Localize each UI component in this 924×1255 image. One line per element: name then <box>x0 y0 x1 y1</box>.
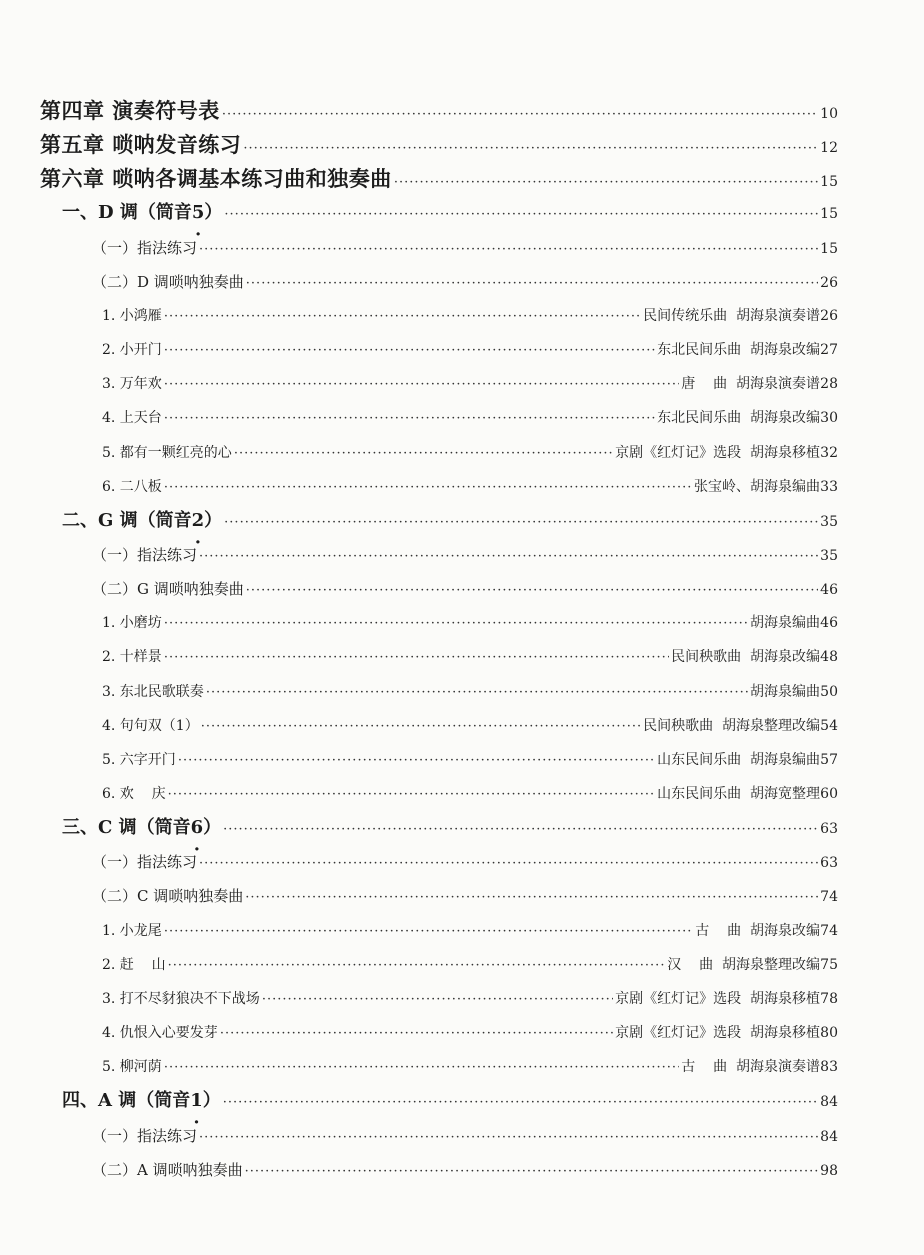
toc-entry-source: 京剧《红灯记》选段 胡海泉移植 <box>615 990 820 1007</box>
toc-entry-item[interactable] <box>102 1051 838 1083</box>
toc-entry-source: 民间秧歌曲 胡海泉整理改编 <box>643 717 820 734</box>
key-heading-text: 三、C 调（筒音 <box>62 817 191 839</box>
dot-leader <box>224 507 818 539</box>
dot-leader <box>246 575 818 607</box>
toc-entry-source: 民间传统乐曲 胡海泉演奏谱 <box>643 307 820 324</box>
tonic-note-number: 5 · <box>192 197 205 229</box>
toc-entry-source: 胡海泉编曲 <box>750 683 820 700</box>
dot-leader <box>201 711 641 743</box>
dot-leader <box>234 438 613 470</box>
toc-entry-chap[interactable] <box>40 95 838 127</box>
toc-entry-item[interactable] <box>102 437 838 469</box>
toc-entry-title: 2. 小开门 <box>102 342 162 359</box>
toc-entry-page-number: 33 <box>820 478 838 495</box>
dot-leader <box>223 1087 818 1119</box>
toc-entry-title: 5. 都有一颗红亮的心 <box>102 444 232 461</box>
dot-leader <box>178 745 655 777</box>
toc-entry-item[interactable] <box>102 334 838 366</box>
dot-leader <box>164 916 693 948</box>
toc-entry-source: 胡海泉编曲 <box>750 615 820 632</box>
dot-leader <box>164 642 669 674</box>
toc-entry-title: 2. 赶 山 <box>102 956 166 973</box>
toc-entry-title: 3. 万年欢 <box>102 376 162 393</box>
toc-entry-chap[interactable] <box>40 163 838 195</box>
dot-leader <box>224 199 818 231</box>
toc-entry-item[interactable] <box>102 641 838 673</box>
key-heading-close: ） <box>204 509 223 531</box>
dot-leader <box>164 472 692 504</box>
dot-leader <box>223 814 818 846</box>
toc-entry-title: （一）指法练习 <box>92 238 198 257</box>
dot-leader <box>394 167 818 199</box>
toc-entry-title: 5. 柳河荫 <box>102 1059 162 1076</box>
toc-entry-page-number: 46 <box>820 582 838 599</box>
toc-entry-item[interactable] <box>102 471 838 503</box>
toc-entry-key[interactable] <box>62 1085 838 1117</box>
toc-entry-title: 5. 六字开门 <box>102 751 176 768</box>
toc-entry-sec[interactable] <box>92 232 838 264</box>
toc-entry-page-number: 10 <box>820 106 838 122</box>
toc-entry-page-number: 26 <box>820 307 838 324</box>
dot-leader <box>206 677 748 709</box>
toc-entry-page-number: 84 <box>820 1094 838 1111</box>
toc-entry-page-number: 74 <box>820 889 838 906</box>
toc-entry-title: 1. 小鸿雁 <box>102 307 162 324</box>
dot-leader <box>245 882 818 914</box>
toc-entry-source: 张宝岭、胡海泉编曲 <box>694 478 820 495</box>
toc-entry-source: 唐 曲 胡海泉演奏谱 <box>681 376 820 393</box>
toc-entry-sec[interactable] <box>92 539 838 571</box>
toc-entry-page-number: 32 <box>820 444 838 461</box>
toc-entry-page-number: 15 <box>820 174 838 191</box>
toc-entry-title <box>62 1085 221 1117</box>
toc-entry-sec[interactable] <box>92 880 838 912</box>
toc-entry-sec[interactable] <box>92 846 838 878</box>
toc-entry-title: 3. 东北民歌联奏 <box>102 683 204 700</box>
toc-entry-item[interactable] <box>102 949 838 981</box>
toc-entry-sec[interactable] <box>92 1120 838 1152</box>
toc-entry-page-number: 83 <box>820 1059 838 1076</box>
toc-entry-page-number: 35 <box>820 513 838 530</box>
toc-entry-title: 第五章 唢呐发音练习 <box>40 132 242 158</box>
toc-entry-title: 3. 打不尽豺狼决不下战场 <box>102 990 260 1007</box>
dot-leader <box>164 1052 679 1084</box>
toc-entry-chap[interactable] <box>40 129 838 161</box>
toc-entry-page-number: 78 <box>820 990 838 1007</box>
dot-leader <box>245 1156 818 1188</box>
toc-entry-title: （一）指法练习 <box>92 853 198 872</box>
toc-entry-page-number: 74 <box>820 922 838 939</box>
toc-entry-source: 民间秧歌曲 胡海泉改编 <box>671 649 820 666</box>
toc-entry-title: 4. 上天台 <box>102 410 162 427</box>
dot-leader <box>243 133 818 165</box>
toc-entry-title: （二）D 调唢呐独奏曲 <box>92 272 244 291</box>
dot-leader <box>262 984 613 1016</box>
toc-entry-page-number: 48 <box>820 649 838 666</box>
toc-entry-page-number: 12 <box>820 140 838 157</box>
dot-leader <box>164 369 679 401</box>
toc-entry-page-number: 15 <box>820 206 838 223</box>
toc-entry-page-number: 30 <box>820 410 838 427</box>
toc-entry-source: 东北民间乐曲 胡海泉改编 <box>657 410 820 427</box>
toc-entry-source: 山东民间乐曲 胡海泉编曲 <box>657 751 820 768</box>
key-heading-close: ） <box>203 817 222 839</box>
toc-entry-title: 6. 欢 庆 <box>102 786 166 802</box>
tonic-note-number: 1 · <box>190 1085 203 1117</box>
toc-entry-page-number: 60 <box>820 786 838 802</box>
toc-entry-page-number: 63 <box>820 855 838 872</box>
toc-entry-item[interactable] <box>102 744 838 776</box>
toc-entry-page-number: 28 <box>820 376 838 393</box>
dot-leader <box>168 950 666 982</box>
toc-entry-source: 山东民间乐曲 胡海宽整理 <box>657 786 820 802</box>
toc-entry-key[interactable] <box>62 812 838 844</box>
toc-entry-source: 古 曲 胡海泉演奏谱 <box>681 1059 820 1076</box>
dot-leader <box>164 403 655 435</box>
tonic-note-number: 6 · <box>191 812 204 844</box>
toc-entry-title <box>62 812 221 844</box>
toc-entry-page-number: 15 <box>820 240 838 257</box>
toc-entry-item[interactable] <box>102 778 838 810</box>
key-heading-text: 一、D 调（筒音 <box>62 202 192 224</box>
toc-entry-sec[interactable] <box>92 1154 838 1186</box>
toc-entry-title <box>62 505 222 537</box>
toc-entry-item[interactable] <box>102 607 838 639</box>
toc-entry-item[interactable] <box>102 983 838 1015</box>
toc-entry-sec[interactable] <box>92 266 838 298</box>
dot-leader <box>222 99 818 131</box>
toc-entry-item[interactable] <box>102 915 838 947</box>
dot-leader <box>199 1122 818 1154</box>
toc-entry-item[interactable] <box>102 300 838 332</box>
dot-leader <box>220 1018 613 1050</box>
toc-entry-page-number: 63 <box>820 821 838 838</box>
toc-entry-sec[interactable] <box>92 573 838 605</box>
toc-entry-title: （一）指法练习 <box>92 545 198 564</box>
dot-leader <box>246 268 818 300</box>
key-heading-close: ） <box>204 202 223 224</box>
toc-entry-title <box>62 197 222 229</box>
toc-entry-item[interactable] <box>102 402 838 434</box>
toc-entry-page-number: 46 <box>820 615 838 632</box>
toc-entry-title: 第六章 唢呐各调基本练习曲和独奏曲 <box>40 166 392 192</box>
toc-entry-page-number: 84 <box>820 1128 838 1145</box>
toc-entry-page-number: 75 <box>820 956 838 973</box>
toc-entry-title: （二）G 调唢呐独奏曲 <box>92 580 244 599</box>
toc-entry-key[interactable] <box>62 197 838 229</box>
toc-entry-item[interactable] <box>102 710 838 742</box>
key-heading-text: 二、G 调（筒音 <box>62 509 192 531</box>
toc-entry-title: 4. 仇恨入心要发芽 <box>102 1025 218 1042</box>
toc-entry-source: 东北民间乐曲 胡海泉改编 <box>657 342 820 359</box>
key-heading-text: 四、A 调（筒音 <box>62 1090 191 1112</box>
toc-entry-title: （一）指法练习 <box>92 1126 198 1145</box>
dot-leader <box>164 335 655 367</box>
toc-entry-title: 6. 二八板 <box>102 478 162 495</box>
toc-entry-page-number: 98 <box>820 1162 838 1179</box>
key-heading-close: ） <box>202 1090 221 1112</box>
toc-entry-page-number: 57 <box>820 751 838 768</box>
toc-entry-key[interactable] <box>62 505 838 537</box>
dot-leader <box>199 541 818 573</box>
toc-entry-source: 京剧《红灯记》选段 胡海泉移植 <box>615 444 820 461</box>
dot-leader <box>199 234 818 266</box>
toc-entry-item[interactable] <box>102 368 838 400</box>
toc-entry-source: 京剧《红灯记》选段 胡海泉移植 <box>615 1025 820 1042</box>
toc-entry-title: （二）C 调唢呐独奏曲 <box>92 887 244 906</box>
dot-leader <box>164 301 641 333</box>
toc-entry-page-number: 80 <box>820 1025 838 1042</box>
dot-leader <box>168 779 655 811</box>
toc-entry-title: 2. 十样景 <box>102 649 162 666</box>
toc-entry-item[interactable] <box>102 1017 838 1049</box>
toc-entry-page-number: 50 <box>820 683 838 700</box>
dot-leader <box>199 848 818 880</box>
toc-entry-title: 1. 小磨坊 <box>102 615 162 632</box>
toc-entry-source: 古 曲 胡海泉改编 <box>695 922 820 939</box>
toc-entry-title: 第四章 演奏符号表 <box>40 98 220 123</box>
toc-entry-title: （二）A 调唢呐独奏曲 <box>92 1160 243 1179</box>
toc-entry-title: 4. 句句双（1） <box>102 717 199 734</box>
toc-entry-page-number: 35 <box>820 547 838 564</box>
toc-entry-title: 1. 小龙尾 <box>102 922 162 939</box>
dot-leader <box>164 608 748 640</box>
toc-entry-page-number: 26 <box>820 274 838 291</box>
toc-entry-page-number: 54 <box>820 717 838 734</box>
tonic-note-number: 2 · <box>192 505 205 537</box>
toc-entry-page-number: 27 <box>820 342 838 359</box>
toc-entry-source: 汉 曲 胡海泉整理改编 <box>667 956 820 973</box>
toc-entry-item[interactable] <box>102 676 838 708</box>
